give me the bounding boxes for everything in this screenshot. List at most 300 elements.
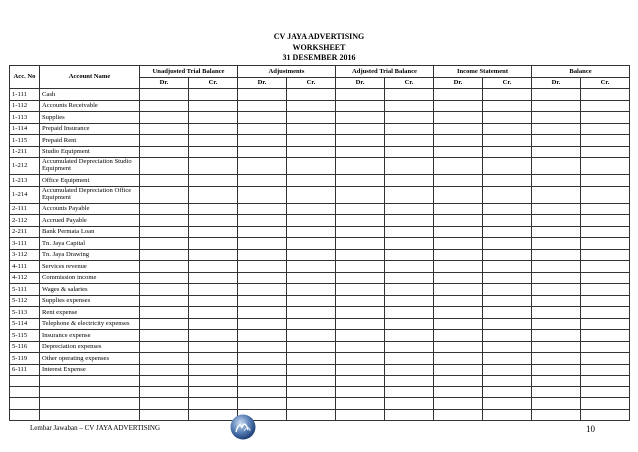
amount-cell [581, 89, 630, 101]
amount-cell [189, 215, 238, 227]
amount-cell [238, 146, 287, 158]
amount-cell [532, 123, 581, 135]
amount-cell [434, 89, 483, 101]
amount-cell [189, 186, 238, 203]
amount-cell [581, 330, 630, 342]
amount-cell [483, 112, 532, 124]
amount-cell [189, 238, 238, 250]
account-name: Depreciation expenses [40, 341, 140, 353]
amount-cell [287, 135, 336, 147]
empty-cell [581, 376, 630, 387]
amount-cell [385, 215, 434, 227]
empty-cell [483, 376, 532, 387]
amount-cell [434, 330, 483, 342]
amount-cell [385, 330, 434, 342]
amount-cell [581, 123, 630, 135]
account-name: Interest Expense [40, 364, 140, 376]
amount-cell [238, 135, 287, 147]
amount-cell [483, 330, 532, 342]
amount-cell [140, 112, 189, 124]
group-header-balance: Balance [532, 66, 630, 78]
amount-cell [336, 261, 385, 273]
amount-cell [140, 272, 189, 284]
empty-cell [140, 376, 189, 387]
amount-cell [140, 330, 189, 342]
empty-cell [287, 398, 336, 409]
empty-cell [532, 376, 581, 387]
amount-cell [336, 341, 385, 353]
amount-cell [189, 330, 238, 342]
amount-cell [483, 353, 532, 365]
amount-cell [140, 203, 189, 215]
empty-cell [483, 387, 532, 398]
amount-cell [581, 284, 630, 296]
group-header-unadjusted: Unadjusted Trial Balance [140, 66, 238, 78]
empty-cell [336, 387, 385, 398]
footer-caption: Lembar Jawaban – CV JAYA ADVERTISING [30, 424, 161, 432]
account-name: Prepaid Rent [40, 135, 140, 147]
amount-cell [238, 261, 287, 273]
amount-cell [434, 307, 483, 319]
amount-cell [238, 158, 287, 175]
empty-cell [434, 387, 483, 398]
account-row [10, 112, 630, 124]
account-row [10, 203, 630, 215]
amount-cell [434, 146, 483, 158]
amount-cell [287, 175, 336, 187]
amount-cell [140, 249, 189, 261]
document-title: WORKSHEET [292, 42, 346, 52]
amount-cell [140, 364, 189, 376]
amount-cell [189, 341, 238, 353]
amount-cell [189, 158, 238, 175]
account-row [10, 186, 630, 203]
empty-cell [385, 398, 434, 409]
amount-cell [336, 100, 385, 112]
account-number: 1-211 [10, 146, 40, 158]
empty-cell [140, 387, 189, 398]
amount-cell [189, 318, 238, 330]
group-header-adjusted: Adjusted Trial Balance [336, 66, 434, 78]
amount-cell [581, 215, 630, 227]
amount-cell [238, 215, 287, 227]
amount-cell [434, 135, 483, 147]
amount-cell [189, 353, 238, 365]
account-number: 5-112 [10, 295, 40, 307]
empty-cell [336, 398, 385, 409]
amount-cell [385, 146, 434, 158]
amount-cell [238, 226, 287, 238]
amount-cell [189, 272, 238, 284]
account-name: Prepaid Insurance [40, 123, 140, 135]
dr-header: Dr. [140, 78, 189, 89]
amount-cell [189, 175, 238, 187]
empty-cell [287, 376, 336, 387]
amount-cell [532, 284, 581, 296]
worksheet-date: 31 DESEMBER 2016 [282, 53, 356, 62]
acc-no-header: Acc. No [10, 66, 40, 89]
amount-cell [532, 226, 581, 238]
account-number: 3-111 [10, 238, 40, 250]
amount-cell [336, 284, 385, 296]
amount-cell [581, 295, 630, 307]
amount-cell [581, 186, 630, 203]
amount-cell [189, 226, 238, 238]
amount-cell [140, 135, 189, 147]
amount-cell [238, 89, 287, 101]
amount-cell [581, 226, 630, 238]
amount-cell [140, 186, 189, 203]
amount-cell [483, 158, 532, 175]
amount-cell [189, 284, 238, 296]
amount-cell [385, 261, 434, 273]
amount-cell [434, 186, 483, 203]
amount-cell [532, 175, 581, 187]
amount-cell [385, 284, 434, 296]
amount-cell [483, 100, 532, 112]
account-name: Wages & salaries [40, 284, 140, 296]
empty-cell [238, 398, 287, 409]
account-row [10, 215, 630, 227]
account-number: 1-214 [10, 186, 40, 203]
empty-row [10, 387, 630, 398]
amount-cell [287, 158, 336, 175]
amount-cell [140, 175, 189, 187]
amount-cell [336, 186, 385, 203]
amount-cell [532, 238, 581, 250]
account-name: Telephone & electricity expenses [40, 318, 140, 330]
amount-cell [140, 100, 189, 112]
amount-cell [385, 123, 434, 135]
amount-cell [336, 215, 385, 227]
account-number: 1-112 [10, 100, 40, 112]
account-row [10, 135, 630, 147]
amount-cell [287, 353, 336, 365]
amount-cell [189, 295, 238, 307]
empty-row [10, 409, 630, 420]
amount-cell [434, 158, 483, 175]
amount-cell [581, 318, 630, 330]
amount-cell [385, 89, 434, 101]
dr-header: Dr. [336, 78, 385, 89]
empty-cell [189, 398, 238, 409]
empty-cell [336, 409, 385, 420]
amount-cell [287, 330, 336, 342]
amount-cell [385, 272, 434, 284]
amount-cell [336, 238, 385, 250]
amount-cell [189, 203, 238, 215]
account-name: Accrued Payable [40, 215, 140, 227]
account-number: 4-111 [10, 261, 40, 273]
amount-cell [287, 284, 336, 296]
amount-cell [140, 215, 189, 227]
amount-cell [532, 261, 581, 273]
amount-cell [483, 307, 532, 319]
worksheet-table [9, 65, 630, 421]
account-number: 5-113 [10, 307, 40, 319]
empty-cell [10, 409, 40, 420]
account-number: 2-112 [10, 215, 40, 227]
amount-cell [532, 186, 581, 203]
dr-header: Dr. [238, 78, 287, 89]
empty-cell [434, 398, 483, 409]
empty-cell [434, 376, 483, 387]
account-number: 3-112 [10, 249, 40, 261]
amount-cell [287, 146, 336, 158]
empty-cell [189, 387, 238, 398]
empty-cell [40, 387, 140, 398]
account-name: Accumulated Depreciation Studio Equipment [40, 158, 140, 175]
amount-cell [483, 318, 532, 330]
amount-cell [434, 215, 483, 227]
amount-cell [385, 226, 434, 238]
empty-cell [581, 398, 630, 409]
group-header-adjustments: Adjustments [238, 66, 336, 78]
empty-cell [336, 376, 385, 387]
amount-cell [336, 135, 385, 147]
amount-cell [336, 272, 385, 284]
amount-cell [385, 100, 434, 112]
amount-cell [238, 112, 287, 124]
account-row [10, 89, 630, 101]
amount-cell [287, 318, 336, 330]
account-row [10, 261, 630, 273]
amount-cell [581, 238, 630, 250]
amount-cell [483, 364, 532, 376]
amount-cell [581, 272, 630, 284]
empty-cell [140, 409, 189, 420]
amount-cell [287, 112, 336, 124]
amount-cell [238, 175, 287, 187]
empty-cell [385, 409, 434, 420]
account-name: Supplies expenses [40, 295, 140, 307]
group-header-income-statement: Income Statement [434, 66, 532, 78]
dr-header: Dr. [532, 78, 581, 89]
empty-cell [483, 398, 532, 409]
amount-cell [434, 318, 483, 330]
account-number: 1-113 [10, 112, 40, 124]
account-name: Office Equipment [40, 175, 140, 187]
amount-cell [385, 158, 434, 175]
empty-cell [532, 409, 581, 420]
account-name: Tn. Jaya Drawing [40, 249, 140, 261]
amount-cell [385, 307, 434, 319]
empty-cell [10, 398, 40, 409]
account-row [10, 249, 630, 261]
amount-cell [483, 203, 532, 215]
amount-cell [238, 249, 287, 261]
amount-cell [287, 186, 336, 203]
amount-cell [336, 89, 385, 101]
amount-cell [581, 261, 630, 273]
amount-cell [483, 272, 532, 284]
empty-cell [40, 398, 140, 409]
account-name: Other operating expenses [40, 353, 140, 365]
account-number: 1-213 [10, 175, 40, 187]
amount-cell [287, 261, 336, 273]
empty-cell [385, 376, 434, 387]
empty-cell [10, 376, 40, 387]
amount-cell [189, 89, 238, 101]
amount-cell [532, 215, 581, 227]
amount-cell [189, 249, 238, 261]
amount-cell [581, 146, 630, 158]
account-number: 1-212 [10, 158, 40, 175]
amount-cell [581, 100, 630, 112]
empty-cell [40, 409, 140, 420]
amount-cell [385, 318, 434, 330]
amount-cell [238, 330, 287, 342]
empty-cell [189, 376, 238, 387]
amount-cell [140, 295, 189, 307]
amount-cell [581, 307, 630, 319]
page-number: 10 [586, 424, 595, 434]
amount-cell [336, 295, 385, 307]
amount-cell [336, 364, 385, 376]
amount-cell [581, 353, 630, 365]
amount-cell [434, 112, 483, 124]
empty-cell [434, 409, 483, 420]
amount-cell [287, 215, 336, 227]
amount-cell [287, 295, 336, 307]
amount-cell [483, 215, 532, 227]
amount-cell [483, 341, 532, 353]
amount-cell [385, 353, 434, 365]
amount-cell [532, 307, 581, 319]
cr-header: Cr. [287, 78, 336, 89]
amount-cell [140, 307, 189, 319]
account-row [10, 146, 630, 158]
amount-cell [532, 146, 581, 158]
amount-cell [336, 330, 385, 342]
amount-cell [434, 203, 483, 215]
amount-cell [581, 203, 630, 215]
amount-cell [287, 249, 336, 261]
amount-cell [532, 318, 581, 330]
amount-cell [483, 175, 532, 187]
amount-cell [581, 112, 630, 124]
amount-cell [385, 249, 434, 261]
account-name: Accounts Payable [40, 203, 140, 215]
amount-cell [140, 341, 189, 353]
account-name: Studio Equipment [40, 146, 140, 158]
amount-cell [189, 135, 238, 147]
account-row [10, 238, 630, 250]
amount-cell [287, 100, 336, 112]
cr-header: Cr. [189, 78, 238, 89]
amount-cell [483, 238, 532, 250]
account-number: 2-111 [10, 203, 40, 215]
account-name: Rent expense [40, 307, 140, 319]
amount-cell [385, 295, 434, 307]
amount-cell [434, 341, 483, 353]
amount-cell [385, 135, 434, 147]
amount-cell [140, 261, 189, 273]
amount-cell [287, 89, 336, 101]
amount-cell [385, 186, 434, 203]
amount-cell [483, 284, 532, 296]
amount-cell [140, 123, 189, 135]
amount-cell [238, 318, 287, 330]
amount-cell [140, 226, 189, 238]
amount-cell [483, 226, 532, 238]
amount-cell [189, 261, 238, 273]
amount-cell [385, 364, 434, 376]
empty-cell [287, 387, 336, 398]
amount-cell [434, 353, 483, 365]
amount-cell [287, 364, 336, 376]
account-number: 5-115 [10, 330, 40, 342]
empty-cell [532, 398, 581, 409]
amount-cell [483, 135, 532, 147]
cr-header: Cr. [385, 78, 434, 89]
amount-cell [238, 284, 287, 296]
amount-cell [434, 123, 483, 135]
empty-cell [483, 409, 532, 420]
account-number: 5-111 [10, 284, 40, 296]
empty-cell [140, 398, 189, 409]
empty-cell [287, 409, 336, 420]
amount-cell [385, 238, 434, 250]
amount-cell [336, 146, 385, 158]
amount-cell [140, 146, 189, 158]
amount-cell [287, 307, 336, 319]
amount-cell [434, 100, 483, 112]
amount-cell [532, 330, 581, 342]
amount-cell [238, 307, 287, 319]
amount-cell [140, 238, 189, 250]
amount-cell [287, 226, 336, 238]
amount-cell [483, 123, 532, 135]
amount-cell [532, 249, 581, 261]
company-logo [230, 414, 256, 440]
empty-cell [238, 376, 287, 387]
amount-cell [238, 364, 287, 376]
company-name: CV JAYA ADVERTISING [273, 32, 365, 41]
empty-cell [40, 376, 140, 387]
account-number: 1-115 [10, 135, 40, 147]
account-row [10, 284, 630, 296]
account-number: 5-119 [10, 353, 40, 365]
account-name: Accounts Receivable [40, 100, 140, 112]
amount-cell [336, 203, 385, 215]
amount-cell [385, 341, 434, 353]
cr-header: Cr. [483, 78, 532, 89]
amount-cell [189, 112, 238, 124]
empty-cell [532, 387, 581, 398]
amount-cell [189, 307, 238, 319]
amount-cell [483, 186, 532, 203]
amount-cell [336, 158, 385, 175]
account-number: 4-112 [10, 272, 40, 284]
amount-cell [581, 364, 630, 376]
cr-header: Cr. [581, 78, 630, 89]
account-row [10, 364, 630, 376]
empty-cell [385, 387, 434, 398]
amount-cell [434, 261, 483, 273]
amount-cell [385, 175, 434, 187]
amount-cell [581, 175, 630, 187]
account-number: 5-114 [10, 318, 40, 330]
amount-cell [434, 238, 483, 250]
account-name: Cash [40, 89, 140, 101]
empty-cell [10, 387, 40, 398]
amount-cell [287, 238, 336, 250]
amount-cell [581, 158, 630, 175]
account-name: Commission income [40, 272, 140, 284]
amount-cell [189, 123, 238, 135]
account-row [10, 100, 630, 112]
